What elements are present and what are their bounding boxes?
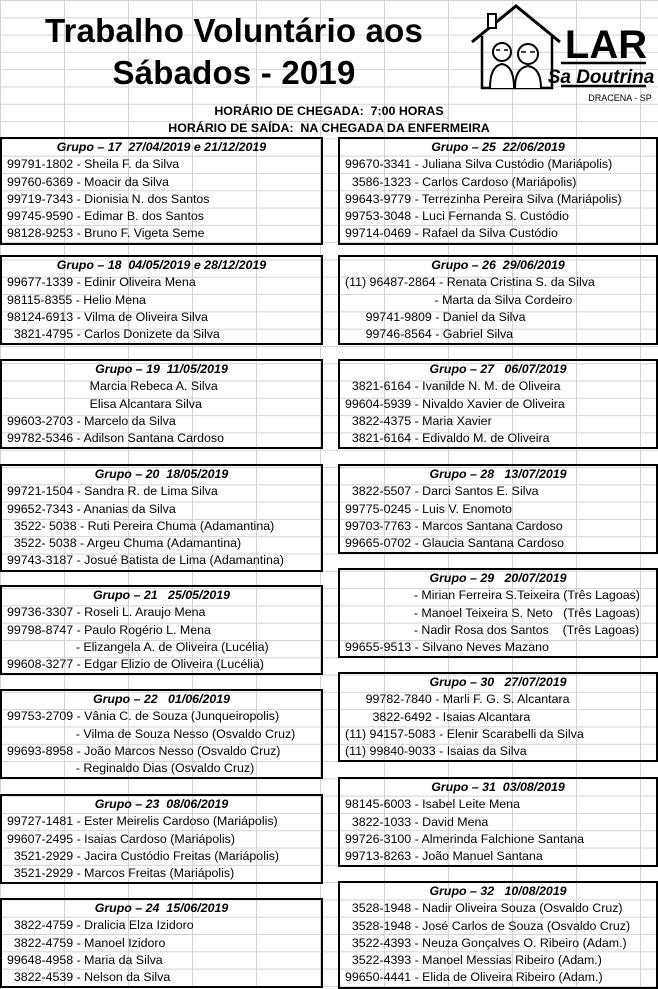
member-row: (11) 99840-9033 - Isaias da Silva xyxy=(345,744,527,759)
page-title-line-2: Sábados - 2019 xyxy=(112,54,356,91)
member-row: 99753-2709 - Vânia C. de Souza (Junqueiropolis) xyxy=(7,709,280,724)
member-row: 3822-4759 - Dralicia Elza Izidoro xyxy=(7,918,194,933)
member-row: 99753-3048 - Luci Fernanda S. Custódio xyxy=(345,209,569,224)
member-row: 99665-0702 - Glaucia Santana Cardoso xyxy=(345,536,565,551)
member-row: 3528-1948 - José Carlos de Souza (Osvaldo Cruz) xyxy=(345,918,631,933)
group-header: Grupo – 32 10/08/2019 xyxy=(429,884,567,898)
group-box xyxy=(338,672,658,762)
group-header: Grupo – 30 27/07/2019 xyxy=(429,675,567,689)
member-row: 3521-2929 - Jacira Custódio Freitas (Mariápolis) xyxy=(7,848,280,863)
member-row: - Manoel Teixeira S. Neto (Três Lagoas) xyxy=(345,605,640,620)
logo-name: LAR xyxy=(564,23,648,67)
member-row: 99775-0245 - Luis V. Enomoto xyxy=(345,501,512,516)
group-box xyxy=(0,689,323,779)
group-box xyxy=(338,464,658,554)
member-row: 99648-4958 - Maria da Silva xyxy=(7,952,163,967)
lar-logo xyxy=(468,0,658,104)
member-row: 99608-3277 - Edgar Elizio de Oliveira (Lucélia) xyxy=(7,657,264,672)
member-row: 3822-5507 - Darci Santos E. Silva xyxy=(345,484,539,499)
logo-city: DRACENA - SP xyxy=(588,93,652,103)
member-row: 3522-4393 - Manoel Messias Ribeiro (Adam.) xyxy=(345,953,602,968)
group-header: Grupo – 27 06/07/2019 xyxy=(429,362,567,376)
member-row: 3522- 5038 - Ruti Pereira Chuma (Adamantina) xyxy=(7,518,275,533)
group-box xyxy=(0,898,323,988)
member-row: - Elizangela A. de Oliveira (Lucélia) xyxy=(7,639,269,654)
member-row: 3822-4375 - Maria Xavier xyxy=(345,413,492,428)
member-row: 99745-9590 - Edimar B. dos Santos xyxy=(7,209,204,224)
member-row: 99741-9809 - Daniel da Silva xyxy=(345,309,526,324)
group-box xyxy=(338,881,658,989)
group-header: Grupo – 21 25/05/2019 xyxy=(92,588,231,602)
member-row: 99719-7343 - Dionisia N. dos Santos xyxy=(7,191,210,206)
member-row: 99713-8263 - João Manuel Santana xyxy=(345,849,543,864)
member-row: Marcia Rebeca A. Silva xyxy=(7,379,218,394)
group-box xyxy=(338,777,658,867)
member-row: - Reginaldo Dias (Osvaldo Cruz) xyxy=(7,761,255,776)
member-row: 99791-1802 - Sheila F. da Silva xyxy=(7,157,180,172)
group-header: Grupo – 20 18/05/2019 xyxy=(94,467,229,481)
member-row: 99760-6369 - Moacir da Silva xyxy=(7,174,169,189)
group-box xyxy=(0,464,323,572)
page-title-line-1: Trabalho Voluntário aos xyxy=(44,12,424,49)
group-header: Grupo – 24 15/06/2019 xyxy=(94,901,229,915)
group-box xyxy=(338,137,658,245)
member-row: 99782-5346 - Adilson Santana Cardoso xyxy=(7,431,224,446)
member-row: 99782-7840 - Marli F. G. S. Alcantara xyxy=(345,692,570,707)
group-header: Grupo – 22 01/06/2019 xyxy=(92,692,231,706)
member-row: 99655-9513 - Silvano Neves Mazano xyxy=(345,640,549,655)
group-header: Grupo – 26 29/06/2019 xyxy=(431,258,565,272)
member-row: 99643-9779 - Terrezinha Pereira Silva (Mariápolis) xyxy=(345,191,622,206)
member-row: 3822-1033 - David Mena xyxy=(345,814,489,829)
member-row: 99652-7343 - Ananias da Silva xyxy=(7,501,176,516)
member-row: - Vilma de Souza Nesso (Osvaldo Cruz) xyxy=(7,726,296,741)
group-box xyxy=(338,568,658,658)
member-row: 98128-9253 - Bruno F. Vigeta Seme xyxy=(7,226,205,241)
group-header: Grupo – 28 13/07/2019 xyxy=(429,467,567,481)
member-row: 99714-0469 - Rafael da Silva Custódio xyxy=(345,226,558,241)
member-row: 99693-8958 - João Marcos Nesso (Osvaldo Cruz) xyxy=(7,743,281,758)
member-row: 3822-4539 - Nelson da Silva xyxy=(7,970,171,985)
group-header: Grupo – 17 27/04/2019 e 21/12/2019 xyxy=(56,140,267,154)
group-box xyxy=(338,255,658,345)
member-row: 99726-3100 - Almerinda Falchione Santana xyxy=(345,831,585,846)
group-box xyxy=(0,794,323,884)
member-row: 3821-6164 - Ivanilde N. M. de Oliveira xyxy=(345,379,561,394)
member-row: - Nadir Rosa dos Santos (Três Lagoas) xyxy=(345,622,640,637)
group-box xyxy=(0,255,323,345)
member-row: 3821-6164 - Edivaldo M. de Oliveira xyxy=(345,431,550,446)
member-row: 3528-1948 - Nadir Oliveira Souza (Osvaldo Cruz) xyxy=(345,901,623,916)
member-row: 3522-4393 - Neuza Gonçalves O. Ribeiro (Adam.) xyxy=(345,935,627,950)
member-row: - Marta da Silva Cordeiro xyxy=(345,292,573,307)
member-row: 99703-7763 - Marcos Santana Cardoso xyxy=(345,518,563,533)
group-header: Grupo – 25 22/06/2019 xyxy=(431,140,565,154)
member-row: - Mirian Ferreira S.Teixeira (Três Lagoas) xyxy=(345,588,640,603)
member-row: 99670-3341 - Juliana Silva Custódio (Mariápolis) xyxy=(345,157,613,172)
member-row: 99604-5939 - Nivaldo Xavier de Oliveira xyxy=(345,396,565,411)
group-header: Grupo – 29 20/07/2019 xyxy=(429,571,567,585)
member-row: 98115-8355 - Helio Mena xyxy=(7,292,146,307)
group-box xyxy=(338,359,658,449)
member-row: 99650-4441 - Elida de Oliveira Ribeiro (Adam.) xyxy=(345,970,603,985)
member-row: 99746-8564 - Gabriel Silva xyxy=(345,327,514,342)
member-row: 98145-6003 - Isabel Leite Mena xyxy=(345,797,520,812)
member-row: 3822-4759 - Manoel Izidoro xyxy=(7,935,166,950)
member-row: Elisa Alcantara Silva xyxy=(7,396,202,411)
member-row: 99743-3187 - Josué Batista de Lima (Adamantina) xyxy=(7,553,284,568)
member-row: 3521-2929 - Marcos Freitas (Mariápolis) xyxy=(7,866,235,881)
departure-time: HORÁRIO DE SAÍDA: NA CHEGADA DA ENFERMEIRA xyxy=(168,121,490,135)
group-box xyxy=(0,137,323,245)
group-header: Grupo – 18 04/05/2019 e 28/12/2019 xyxy=(56,258,267,272)
member-row: (11) 94157-5083 - Elenir Scarabelli da Silva xyxy=(345,726,584,741)
group-header: Grupo – 23 08/06/2019 xyxy=(94,797,229,811)
group-header: Grupo – 19 11/05/2019 xyxy=(95,362,228,376)
member-row: 99677-1339 - Edinir Oliveira Mena xyxy=(7,275,196,290)
group-box xyxy=(0,585,323,675)
member-row: 99721-1504 - Sandra R. de Lima Silva xyxy=(7,484,218,499)
member-row: 99603-2703 - Marcelo da Silva xyxy=(7,413,176,428)
group-header: Grupo – 31 03/08/2019 xyxy=(431,780,565,794)
member-row: 3821-4795 - Carlos Donizete da Silva xyxy=(7,327,220,342)
member-row: 99727-1481 - Ester Meirelis Cardoso (Mariápolis) xyxy=(7,814,278,829)
member-row: 99798-8747 - Paulo Rogério L. Mena xyxy=(7,622,211,637)
member-row: 99736-3307 - Roseli L. Araujo Mena xyxy=(7,605,206,620)
arrival-time: HORÁRIO DE CHEGADA: 7:00 HORAS xyxy=(214,104,444,118)
member-row: (11) 96487-2864 - Renata Cristina S. da Silva xyxy=(345,275,595,290)
member-row: 3822-6492 - Isaias Alcantara xyxy=(345,709,531,724)
member-row: 3586-1323 - Carlos Cardoso (Mariápolis) xyxy=(345,174,577,189)
member-row: 98124-6913 - Vilma de Oliveira Silva xyxy=(7,309,208,324)
logo-subtitle: Sa Doutrina xyxy=(547,67,655,88)
member-row: 3522- 5038 - Argeu Chuma (Adamantina) xyxy=(7,536,242,551)
member-row: 99607-2495 - Isaias Cardoso (Mariápolis) xyxy=(7,831,235,846)
group-box xyxy=(0,359,323,449)
